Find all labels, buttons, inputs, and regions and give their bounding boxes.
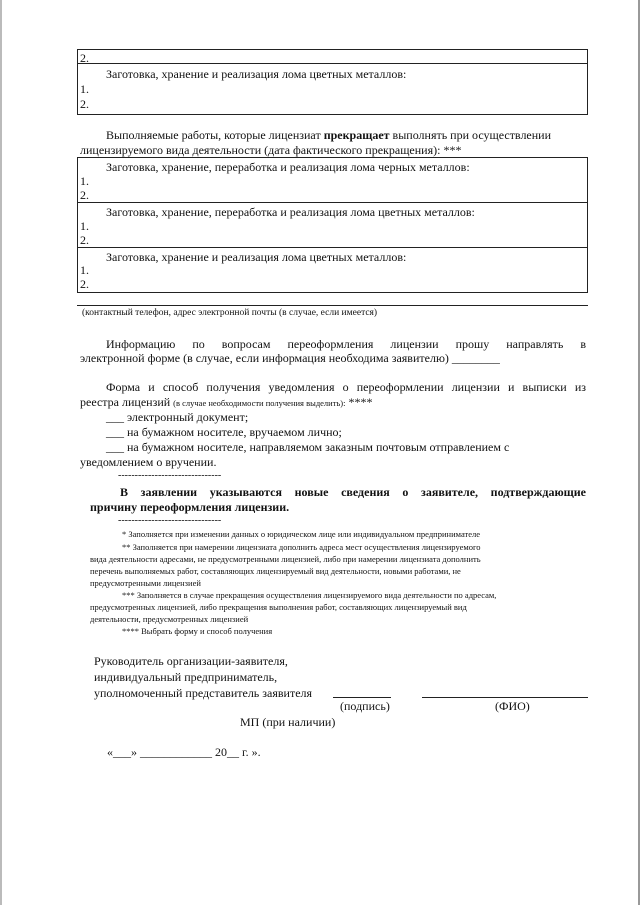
page-edge	[0, 0, 2, 905]
footnote: предусмотренных лицензией, либо прекращения выполнения работ, составляющих лицензируемый вид	[90, 602, 467, 612]
table-item: 1.	[80, 219, 89, 233]
cease-table	[77, 157, 588, 293]
table-row-num: 2.	[80, 51, 89, 65]
receipt-paragraph-line: реестра лицензий (в случае необходимости получения выделить): ****	[80, 395, 373, 409]
signer-line: Руководитель организации-заявителя,	[94, 654, 288, 668]
receipt-option: уведомлением о вручении.	[80, 455, 217, 469]
footnote: перечень выполняемых работ, составляющих лицензируемый вид деятельности, новыми работами, не	[90, 566, 461, 576]
footnote: вида деятельности адресами, не предусмотренными лицензией, либо при намерении лицензиата дополнить	[90, 554, 481, 564]
footnote: предусмотренными лицензией	[90, 578, 201, 588]
table-row-title: Заготовка, хранение, переработка и реализация лома цветных металлов:	[106, 205, 475, 219]
stamp-label: МП (при наличии)	[240, 715, 336, 729]
table-item: 2.	[80, 277, 89, 291]
separator: -------------------------------	[118, 470, 222, 481]
name-caption: (ФИО)	[495, 699, 530, 713]
table-row-title: Заготовка, хранение, переработка и реализация лома черных металлов:	[106, 160, 470, 174]
table-item: 2.	[80, 188, 89, 202]
contact-caption: (контактный телефон, адрес электронной почты (в случае, если имеется)	[82, 308, 378, 318]
table-row-title: Заготовка, хранение и реализация лома цветных металлов:	[106, 250, 407, 264]
table-item: 2.	[80, 97, 89, 111]
receipt-option: ___ на бумажном носителе, направляемом заказным почтовым отправлением с	[106, 440, 510, 454]
signer-line: индивидуальный предприниматель,	[94, 670, 278, 684]
date-line: «___» ____________ 20__ г. ».	[107, 745, 261, 759]
receipt-option: ___ электронный документ;	[106, 410, 249, 424]
footnote: *** Заполняется в случае прекращения осуществления лицензируемого вида деятельности по адресам,	[122, 590, 497, 600]
cease-paragraph-line: Выполняемые работы, которые лицензиат прекращает выполнять при осуществлении	[106, 128, 552, 142]
notice-line: причину переоформления лицензии.	[90, 500, 290, 514]
footnote: деятельности, предусмотренных лицензией	[90, 614, 249, 624]
contact-line	[77, 305, 588, 306]
table-row-title: Заготовка, хранение и реализация лома цветных металлов:	[106, 67, 407, 81]
table-item: 2.	[80, 233, 89, 247]
receipt-paragraph-line: Форма и способ получения уведомления о переоформлении лицензии и выписки из	[106, 380, 586, 394]
table-item: 1.	[80, 174, 89, 188]
table-item: 1.	[80, 82, 89, 96]
footnote: * Заполняется при изменении данных о юридическом лице или индивидуальном предпринимателе	[122, 529, 480, 539]
name-line	[422, 697, 588, 698]
separator: -------------------------------	[118, 515, 222, 526]
info-paragraph-line: Информацию по вопросам переоформления лицензии прошу направлять в	[106, 337, 586, 351]
receipt-option: ___ на бумажном носителе, вручаемом лично;	[106, 425, 342, 439]
signature-line	[333, 697, 391, 698]
top-table	[77, 49, 588, 115]
footnote: **** Выбрать форму и способ получения	[122, 626, 273, 636]
signature-caption: (подпись)	[340, 699, 390, 713]
signer-line: уполномоченный представитель заявителя	[94, 686, 313, 700]
cease-paragraph-line: лицензируемого вида деятельности (дата фактического прекращения): ***	[80, 143, 462, 157]
info-paragraph-line: электронной форме (в случае, если информация необходима заявителю) ________	[80, 351, 500, 365]
table-item: 1.	[80, 263, 89, 277]
notice-line: В заявлении указываются новые сведения о заявителе, подтверждающие	[120, 485, 586, 499]
footnote: ** Заполняется при намерении лицензиата дополнить адреса мест осуществления лицензируемого	[122, 542, 481, 552]
